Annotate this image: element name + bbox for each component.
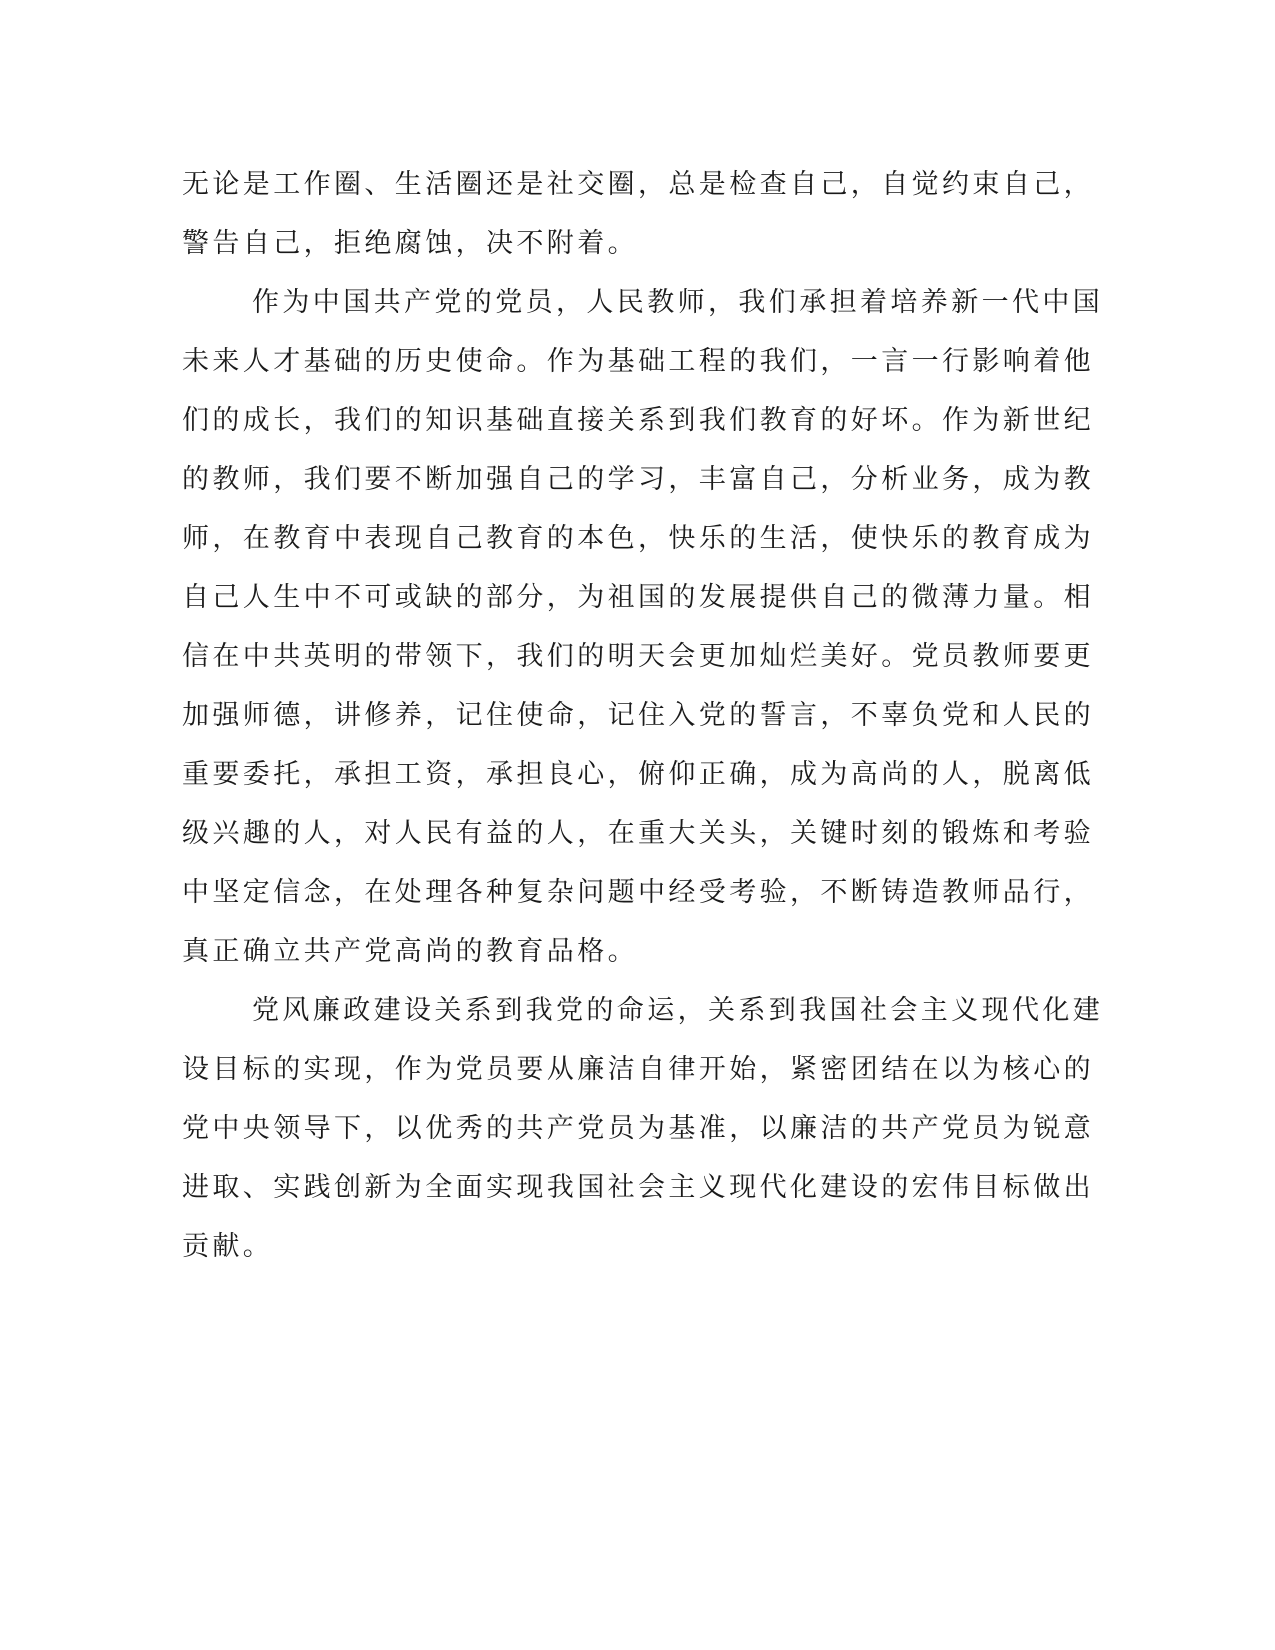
- text-line: 师，在教育中表现自己教育的本色，快乐的生活，使快乐的教育成为: [182, 523, 1094, 554]
- text-line: 作为中国共产党的党员，人民教师，我们承担着培养新一代中国: [252, 287, 1104, 318]
- text-line: 们的成长，我们的知识基础直接关系到我们教育的好坏。作为新世纪: [182, 405, 1094, 436]
- text-line: 党风廉政建设关系到我党的命运，关系到我国社会主义现代化建: [252, 995, 1104, 1026]
- text-line: 进取、实践创新为全面实现我国社会主义现代化建设的宏伟目标做出: [182, 1172, 1094, 1203]
- text-line: 的教师，我们要不断加强自己的学习，丰富自己，分析业务，成为教: [182, 464, 1094, 495]
- document-body: [182, 155, 1104, 1276]
- text-line: 警告自己，拒绝腐蚀，决不附着。: [182, 228, 638, 259]
- text-line: 真正确立共产党高尚的教育品格。: [182, 936, 638, 967]
- text-line: 加强师德，讲修养，记住使命，记住入党的誓言，不辜负党和人民的: [182, 700, 1094, 731]
- text-line: 中坚定信念，在处理各种复杂问题中经受考验，不断铸造教师品行，: [182, 877, 1094, 908]
- text-line: 无论是工作圈、生活圈还是社交圈，总是检查自己，自觉约束自己，: [182, 169, 1094, 200]
- text-line: 级兴趣的人，对人民有益的人，在重大关头，关键时刻的锻炼和考验: [182, 818, 1094, 849]
- text-line: 未来人才基础的历史使命。作为基础工程的我们，一言一行影响着他: [182, 346, 1094, 377]
- text-line: 重要委托，承担工资，承担良心，俯仰正确，成为高尚的人，脱离低: [182, 759, 1094, 790]
- text-line: 信在中共英明的带领下，我们的明天会更加灿烂美好。党员教师要更: [182, 641, 1094, 672]
- text-line: 自己人生中不可或缺的部分，为祖国的发展提供自己的微薄力量。相: [182, 582, 1094, 613]
- paragraph-2: [182, 273, 1104, 981]
- text-line: 党中央领导下，以优秀的共产党员为基准，以廉洁的共产党员为锐意: [182, 1113, 1094, 1144]
- paragraph-3: [182, 981, 1104, 1276]
- text-line: 贡献。: [182, 1231, 274, 1262]
- text-line: 设目标的实现，作为党员要从廉洁自律开始，紧密团结在以为核心的: [182, 1054, 1094, 1085]
- paragraph-1: [182, 155, 1094, 273]
